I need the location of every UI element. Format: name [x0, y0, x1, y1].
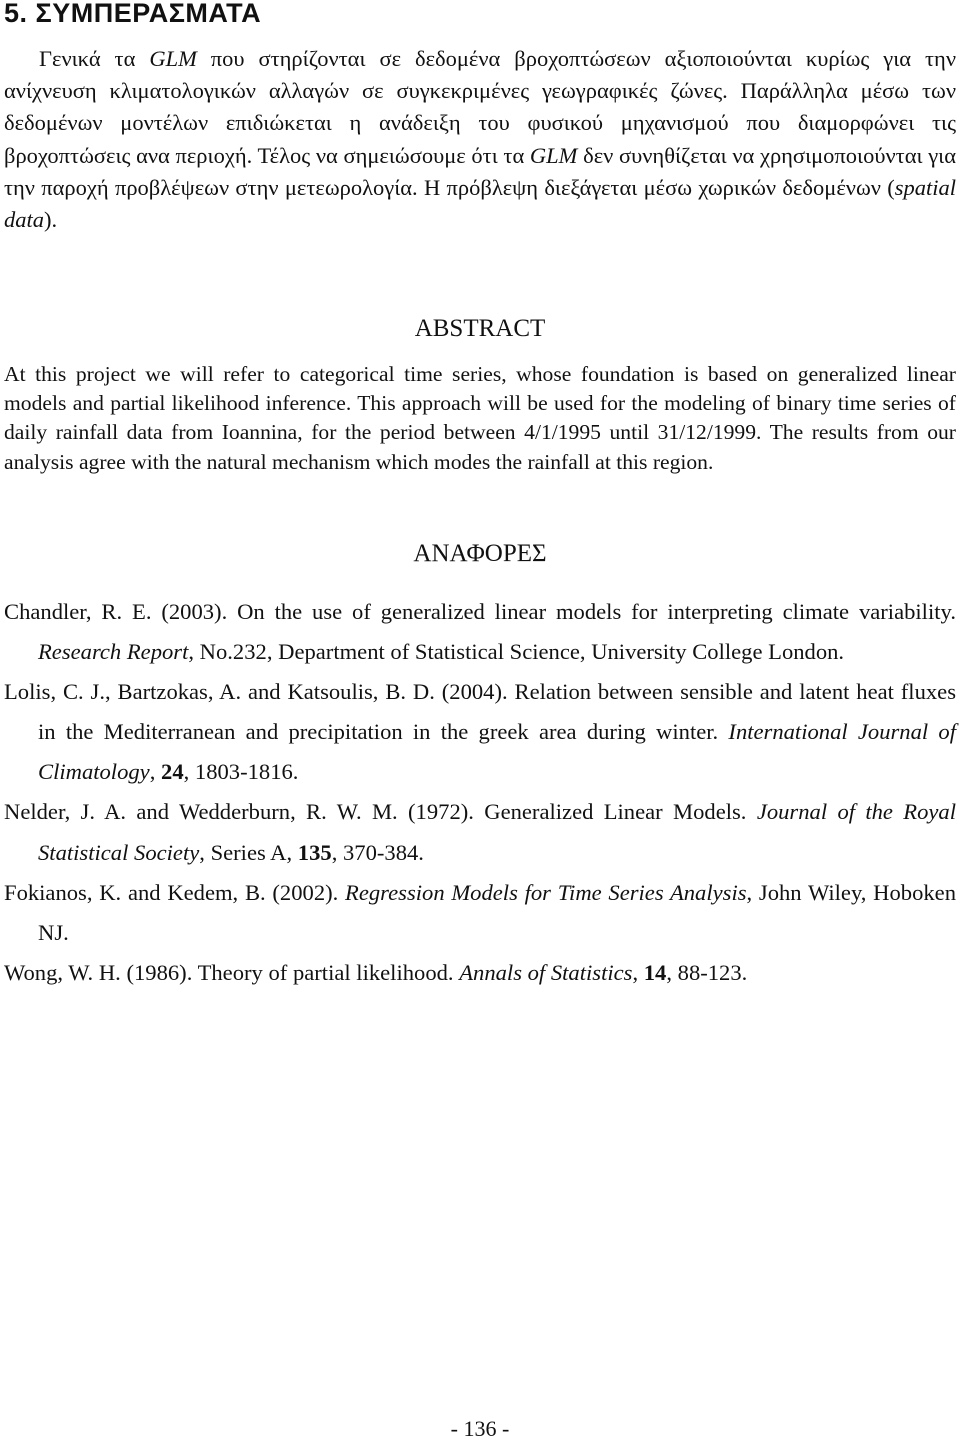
reference-lolis: [4, 672, 956, 792]
spatial-data-term: spatial data: [4, 174, 956, 233]
ref-text: , John Wiley, Hoboken NJ.: [38, 879, 956, 945]
ref-volume: 24: [161, 759, 184, 785]
conclusion-paragraph: [4, 43, 956, 236]
ref-text: Lolis, C. J., Bartzokas, A. and Katsoulis, B. D. (2004). Relation between sensible and latent heat fluxes in the Mediterranean and precipitation in the greek area during winter.: [4, 679, 956, 745]
ref-text: Fokianos, K. and Kedem, B. (2002).: [4, 879, 346, 905]
ref-text: Nelder, J. A. and Wedderburn, R. W. M. (1972). Generalized Linear Models.: [4, 799, 757, 825]
ref-source: Journal of the Royal Statistical Society: [38, 799, 957, 865]
references-heading: ΑΝΑΦΟΡΕΣ: [413, 540, 547, 567]
ref-text: ,: [632, 959, 644, 985]
page-number: - 136 -: [450, 1416, 510, 1441]
abstract-paragraph: At this project we will refer to categorical time series, whose foundation is based on generalized linear models and partial likelihood inference. This approach will be used for the modeling of binary time series of daily rainfall data from Ioannina, for the period between 4/1/1995 until 31/12/1999. The results from our analysis agree with the natural mechanism which modes the rainfall at this region.: [4, 362, 956, 474]
ref-text: , No.232, Department of Statistical Science, University College London.: [188, 639, 845, 665]
conclusion-text-1: Γενικά τα: [39, 46, 150, 71]
ref-source: Annals of Statistics: [459, 959, 633, 985]
ref-volume: 135: [297, 839, 332, 865]
ref-source: International Journal of Climatology: [38, 719, 956, 785]
reference-fokianos: [4, 873, 956, 953]
ref-text: Wong, W. H. (1986). Theory of partial likelihood.: [4, 959, 460, 985]
glm-term-2: GLM: [529, 142, 578, 168]
reference-nelder: [4, 792, 956, 872]
reference-list: [4, 592, 956, 993]
ref-volume: 14: [643, 959, 667, 985]
conclusion-text-4: ).: [44, 207, 58, 233]
ref-text: , 1803-1816.: [183, 759, 299, 785]
ref-source: Research Report: [38, 639, 189, 665]
ref-text: , Series A,: [199, 839, 298, 865]
abstract-heading: ABSTRACT: [414, 315, 546, 342]
ref-source: Regression Models for Time Series Analysis: [345, 879, 747, 905]
glm-term-1: GLM: [149, 46, 197, 71]
ref-text: Chandler, R. E. (2003). On the use of generalized linear models for interpreting climate variability.: [4, 599, 956, 624]
reference-wong: [4, 953, 956, 993]
reference-chandler: [4, 592, 956, 672]
conclusion-text-2: που στηρίζονται σε δεδομένα βροχοπτώσεων αξιοποιούνται κυρίως για την ανίχνευση κλιματολογικών αλλαγών σε συγκεκριμένες γεωγραφικές ζώνες. Παράλληλα μέσω των δεδομένων μοντέλων επιδιώκεται η ανάδειξη του φυσικού μηχανισμού που διαμορφώνει τις βροχοπτώσεις ανα περιοχή. Τέλος να σημειώσουμε ότι τα: [4, 46, 956, 168]
conclusion-text-3: δεν συνηθίζεται να χρησιμοποιούνται για την παροχή προβλέψεων στην μετεωρολογία. Η πρόβλεψη διεξάγεται μέσω χωρικών δεδομένων (: [4, 142, 956, 200]
ref-text: , 370-384.: [331, 839, 424, 865]
section-heading: 5. ΣΥΜΠΕΡΑΣΜΑΤΑ: [4, 0, 262, 28]
ref-text: , 88-123.: [666, 959, 748, 985]
ref-text: ,: [149, 759, 162, 785]
